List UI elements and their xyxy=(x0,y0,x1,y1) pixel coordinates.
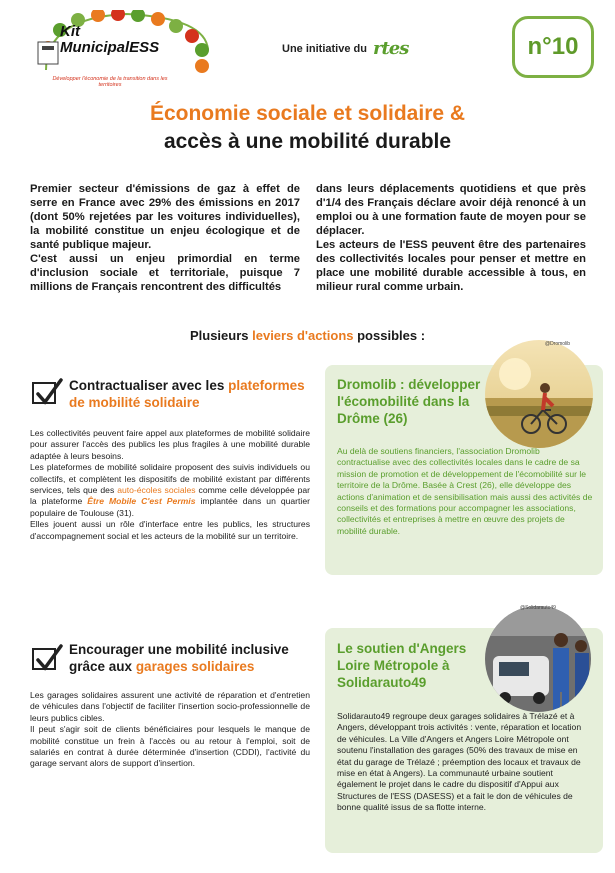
section-title-garages: Encourager une mobilité inclusive grâce aux garages solidaires xyxy=(69,642,289,674)
intro-paragraph: dans leurs déplacements quotidiens et que près d'1/4 des Français déclare avoir déjà renoncé à un emploi ou à une formation faute de moyen pour se déplacer. xyxy=(316,183,586,237)
box-body-dromolib: Au delà de soutiens financiers, l'association Dromolib contractualise avec des collectivités locales dans le cadre de sa mission de promotion et de développement de l'écomobilité sur le territoire de la Drôme. Basée à Crest (26), elle développe des actions d'animation et de sensibilisation mais aussi des activités de conseils et des formations pour accompagner les associations, collectivités et entreprises à mettre en œuvre des projets de mobilité durable. xyxy=(337,446,593,536)
rtes-logo: rtes xyxy=(372,38,409,59)
garage-photo-icon xyxy=(485,606,591,712)
intro-paragraph: Premier secteur d'émissions de gaz à effet de serre en France avec 29% des émissions en 2017 (dont 50% rejetées par les voitures individuelles), la mobilité constitue un enjeu écologique et de santé publique majeur. xyxy=(30,183,300,251)
logo-title: Kit MunicipalESS xyxy=(60,23,160,56)
intro-paragraph: C'est aussi un enjeu primordial en terme d'inclusion sociale et territoriale, puisque 7 millions de Français rencontrent des difficultés xyxy=(30,253,300,293)
intro-column-right xyxy=(316,182,586,294)
issue-badge: n°10 xyxy=(512,16,594,78)
photo-credit: @Dromolib xyxy=(545,341,571,347)
initiative-label: Une initiative du rtes xyxy=(282,38,409,59)
checkbox-icon xyxy=(32,382,56,404)
photo-credit: @Solidarauto49 xyxy=(520,605,556,611)
box-title-dromolib: Dromolib : développer l'écomobilité dans la Drôme (26) xyxy=(337,377,481,426)
section-title-platforms: Contractualiser avec les plateformes de mobilité solidaire xyxy=(69,378,305,410)
box-body-solidarauto: Solidarauto49 regroupe deux garages solidaires à Trélazé et à Angers, développant trois activités : vente, réparation et location de véhicules. La Ville d'Angers et Angers Loire Métropole ont soutenu l'installation des garages (50% des travaux de mise en état du garage de Trélazé ; préemption des locaux et travaux de mise en état à Angers). La communauté urbaine soutient également le projet dans le cadre du dispositif d'Appui aux Structures de l'ESS (DASESS) et a fait le don de véhicules de bonne qualité issus de sa flotte interne. xyxy=(337,711,582,813)
intro-column-left xyxy=(30,182,300,294)
section-body-platforms: Les collectivités peuvent faire appel aux plateformes de mobilité solidaire pour assurer l'accès des publics les plus fragiles à une mobilité durable adaptée à leurs besoins. Les plateformes de mobilité solidaire proposent des suivis individuels ou collectifs, et complètent les dispositifs de mobilité existant par différents services, tels que des auto-écoles sociales comme celle développée par la plateforme Être Mobile C'est Permis implantée dans un quartier populaire de Toulouse (31). Elles jouent aussi un rôle d'interface entre les publics, les structures d'accompagnement social et les acteurs de la mobilité sur un territoire. xyxy=(30,428,311,541)
dromolib-photo xyxy=(485,340,593,448)
cyclist-photo-icon xyxy=(485,340,593,448)
page-title-line1: Économie sociale et solidaire & xyxy=(149,102,466,125)
logo-tagline: Développer l'économie de la transition dans les territoires xyxy=(52,76,168,88)
page-title-line2: accès à une mobilité durable xyxy=(163,130,452,153)
levers-heading: Plusieurs leviers d'actions possibles : xyxy=(189,328,426,343)
solidarauto-photo xyxy=(485,606,591,712)
checkbox-icon xyxy=(32,648,56,670)
intro-paragraph: Les acteurs de l'ESS peuvent être des partenaires des collectivités locales pour penser et mettre en place une mobilité durable accessible à tous, en milieur rural comme urbain. xyxy=(316,239,586,293)
box-title-solidarauto: Le soutien d'Angers Loire Métropole à Solidarauto49 xyxy=(337,641,467,690)
section-body-garages: Les garages solidaires assurent une activité de réparation et d'entretien de véhicules dans l'objectif de faciliter l'insertion socio-professionnelle de leurs publics cibles. Il peut s'agir soit de clients bénéficiaires pour lesquels le manque de mobilité constitue un frein à l'accès ou au retour à l'emploi, soit de salariés en contrat à durée déterminée d'insertion (CDDI), l'activité du garage servant alors de support d'insertion. xyxy=(30,690,310,769)
kit-municipal-logo xyxy=(36,10,216,90)
